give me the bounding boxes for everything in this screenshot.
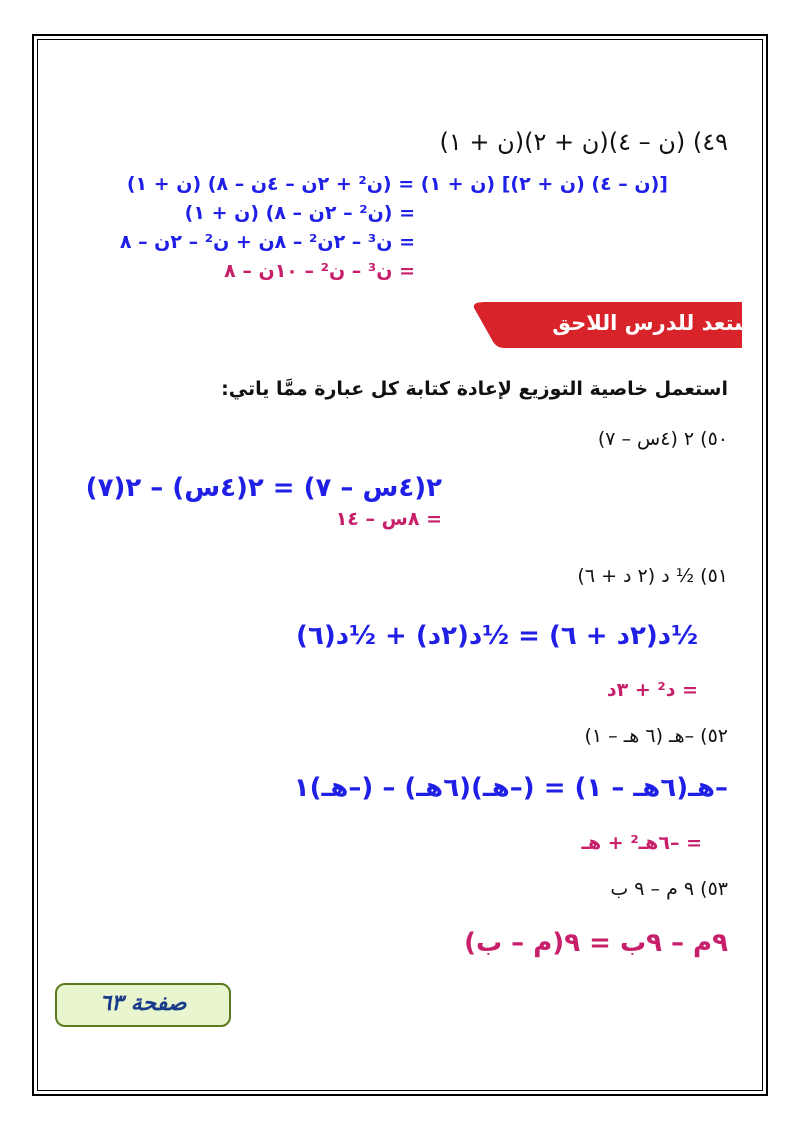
problem-52-step-1: –هـ(٦هـ – ١) = (–هـ)(٦هـ) – (–هـ)١ xyxy=(293,773,728,803)
page-number-label: صفحة ٦٣ xyxy=(99,991,187,1016)
problem-50-question: ٥٠) ٢ (٤س – ٧) xyxy=(597,428,728,450)
problem-51-result: = د² + ٣د xyxy=(606,679,698,701)
problem-49-step-3: = ن³ – ٢ن² – ٨ن + ن² – ٢ن – ٨ xyxy=(119,231,415,253)
problem-53-question: ٥٣) ٩ م – ٩ ب xyxy=(610,878,728,900)
problem-49-result: = ن³ – ن² – ١٠ن – ٨ xyxy=(224,260,415,282)
problem-49-question: ٤٩) (ن – ٤)(ن + ٢)(ن + ١) xyxy=(439,128,728,156)
problem-49-step-1: [(ن – ٤) (ن + ٢)] (ن + ١) = (ن² + ٢ن – ٤ن – ٨) (ن + ١) xyxy=(126,173,668,195)
problem-52-result: = –٦هـ² + هـ xyxy=(581,832,702,854)
problem-52-question: ٥٢) –هـ (٦ هـ – ١) xyxy=(584,725,728,747)
problem-50-result: = ٨س – ١٤ xyxy=(335,508,442,530)
problem-51-step-1: ½د(٢د + ٦) = ½د(٢د) + ½د(٦) xyxy=(296,621,698,651)
problem-51-question: ٥١) ½ د (٢ د + ٦) xyxy=(577,565,728,587)
section-banner-title: استعد للدرس اللاحق xyxy=(552,311,762,335)
problem-49-step-2: = (ن² – ٢ن – ٨) (ن + ١) xyxy=(184,202,415,224)
problem-50-step-1: ٢(٤س – ٧) = ٢(٤س) – ٢(٧) xyxy=(85,473,442,503)
instruction-text: استعمل خاصية التوزيع لإعادة كتابة كل عبارة ممَّا ياتي: xyxy=(221,378,728,400)
problem-53-result: ٩م – ٩ب = ٩(م – ب) xyxy=(464,928,728,958)
